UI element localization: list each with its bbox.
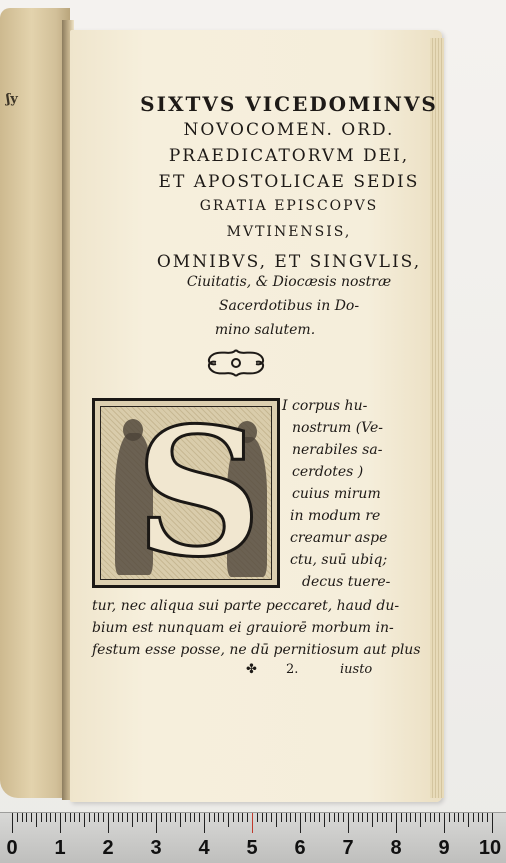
ruler-tick [468, 813, 469, 827]
ruler-tick [276, 813, 277, 827]
catchword: iusto [340, 662, 373, 677]
ruler-tick [46, 813, 47, 822]
body-line: decus tuere- [302, 574, 391, 590]
ruler-tick [343, 813, 344, 822]
heading-line-4: ET APOSTOLICAE SEDIS [158, 172, 420, 192]
ruler-tick [410, 813, 411, 822]
ruler-tick [310, 813, 311, 822]
ruler-tick [286, 813, 287, 822]
ruler-tick [391, 813, 392, 822]
left-page-mark: ʃy [6, 92, 18, 107]
ruler-tick [439, 813, 440, 822]
ruler-tick [98, 813, 99, 822]
body-line: nerabiles sa- [292, 442, 383, 458]
ornament-icon [200, 346, 272, 380]
ruler-tick [127, 813, 128, 822]
ruler-tick [170, 813, 171, 822]
ruler-tick [242, 813, 243, 822]
ruler-tick [103, 813, 104, 822]
woodcut-background [100, 389, 272, 596]
ruler-tick [406, 813, 407, 822]
ruler-tick [487, 813, 488, 822]
ruler-tick [118, 813, 119, 822]
ruler-label: 4 [198, 837, 210, 859]
ruler-tick [156, 813, 157, 833]
ruler-tick [492, 813, 493, 833]
ruler-tick [314, 813, 315, 822]
ruler-tick [151, 813, 152, 822]
address-line-3: Sacerdotibus in Do- [218, 298, 360, 314]
ruler-tick [348, 813, 349, 833]
ruler-tick [214, 813, 215, 822]
heading-line-6: MVTINENSIS, [226, 224, 352, 240]
ruler-tick [295, 813, 296, 822]
ruler-tick [89, 813, 90, 822]
ruler-tick [180, 813, 181, 827]
ruler-tick [84, 813, 85, 827]
ruler-tick [377, 813, 378, 822]
ruler-tick [382, 813, 383, 822]
ruler-tick [142, 813, 143, 822]
ruler-tick [166, 813, 167, 822]
ruler-tick [26, 813, 27, 822]
ruler-tick [194, 813, 195, 822]
ruler-tick [281, 813, 282, 822]
ruler-label: 5 [246, 837, 258, 859]
ruler-tick [12, 813, 13, 833]
ruler-tick [228, 813, 229, 827]
body-line: nostrum (Ve- [292, 420, 383, 436]
ruler-tick [482, 813, 483, 822]
ruler-tick [17, 813, 18, 822]
ruler-tick [132, 813, 133, 827]
ruler-tick [41, 813, 42, 822]
body-line: cuius mirum [292, 486, 381, 502]
ruler-label: 9 [438, 837, 450, 859]
ruler-label: 8 [390, 837, 402, 859]
ruler-tick [454, 813, 455, 822]
ruler-tick [338, 813, 339, 822]
ruler-tick [70, 813, 71, 822]
ruler-tick [319, 813, 320, 822]
address-line-2: Ciuitatis, & Diocæsis nostræ [186, 274, 392, 290]
ruler-tick [300, 813, 301, 833]
ruler-tick [204, 813, 205, 833]
ruler-tick [199, 813, 200, 822]
ruler-tick [415, 813, 416, 822]
body-line: creamur aspe [290, 530, 388, 546]
ruler-tick [209, 813, 210, 822]
ruler-tick [444, 813, 445, 833]
ruler-tick [185, 813, 186, 822]
ruler-tick [290, 813, 291, 822]
ruler-tick [262, 813, 263, 822]
ruler-tick [247, 813, 248, 822]
ruler-tick [175, 813, 176, 822]
ruler-tick [218, 813, 219, 822]
ruler-tick [36, 813, 37, 827]
ruler-tick [266, 813, 267, 822]
ruler-tick [108, 813, 109, 833]
address-line-1: OMNIBVS, ET SINGVLIS, [156, 252, 422, 272]
ruler-tick [271, 813, 272, 822]
ruler-tick [473, 813, 474, 822]
page-signature: 2. [286, 662, 299, 677]
body-line: I corpus hu- [282, 398, 368, 414]
ruler-tick [233, 813, 234, 822]
ruler-tick [50, 813, 51, 822]
signature-mark-icon: ✤ [246, 662, 257, 677]
ruler-tick [463, 813, 464, 822]
ruler-tick [113, 813, 114, 822]
ruler-tick [420, 813, 421, 827]
ruler-tick [94, 813, 95, 822]
ruler-tick [334, 813, 335, 822]
address-line-4: mino salutem. [214, 322, 316, 338]
ruler-tick [252, 813, 253, 833]
initial-letter: S [135, 389, 263, 596]
ruler-tick [367, 813, 368, 822]
ruler-tick [238, 813, 239, 822]
body-line: bium est nunquam ei grauiorē morbum in- [92, 620, 394, 636]
ruler-tick [434, 813, 435, 822]
ruler-tick [31, 813, 32, 822]
ruler-tick [161, 813, 162, 822]
ruler-tick [257, 813, 258, 822]
ruler-tick [190, 813, 191, 822]
ruler-tick [60, 813, 61, 833]
ruler-tick [372, 813, 373, 827]
ruler-tick [425, 813, 426, 822]
ruler-tick [358, 813, 359, 822]
body-line: in modum re [290, 508, 381, 524]
ruler-tick [478, 813, 479, 822]
ruler-tick [329, 813, 330, 822]
ruler-tick [122, 813, 123, 822]
heading-line-3: PRAEDICATORVM DEI, [168, 146, 410, 166]
ruler-tick [146, 813, 147, 822]
ruler-tick [74, 813, 75, 822]
ruler-label: 0 [6, 837, 18, 859]
ruler-tick [386, 813, 387, 822]
ruler-label: 2 [102, 837, 114, 859]
ruler-label: 10 [478, 837, 502, 859]
ruler-tick [22, 813, 23, 822]
body-line: ctu, suū ubiq; [290, 552, 388, 568]
ruler-tick [137, 813, 138, 822]
ruler-tick [449, 813, 450, 822]
body-line: festum esse posse, ne dū pernitiosum aut plus [92, 642, 421, 658]
measuring-ruler [0, 812, 506, 863]
ruler-label: 7 [342, 837, 354, 859]
body-line: tur, nec aliqua sui parte peccaret, haud du- [92, 598, 400, 614]
heading-line-5: GRATIA EPISCOPVS [199, 198, 379, 214]
ruler-tick [79, 813, 80, 822]
heading-line-2: NOVOCOMEN. ORD. [183, 120, 395, 140]
heading-line-1: SIXTVS VICEDOMINVS [140, 92, 438, 116]
ruler-tick [362, 813, 363, 822]
ruler-tick [353, 813, 354, 822]
ruler-tick [223, 813, 224, 822]
ruler-tick [55, 813, 56, 822]
body-line: cerdotes ) [292, 464, 364, 480]
ruler-tick [430, 813, 431, 822]
ruler-label: 1 [54, 837, 66, 859]
ruler-tick [401, 813, 402, 822]
ruler-tick [396, 813, 397, 833]
ruler-tick [458, 813, 459, 822]
ruler-label: 6 [294, 837, 306, 859]
ruler-label: 3 [150, 837, 162, 859]
ruler-tick [65, 813, 66, 822]
ruler-tick [305, 813, 306, 822]
woodcut-initial [92, 389, 280, 596]
ruler-tick [324, 813, 325, 827]
